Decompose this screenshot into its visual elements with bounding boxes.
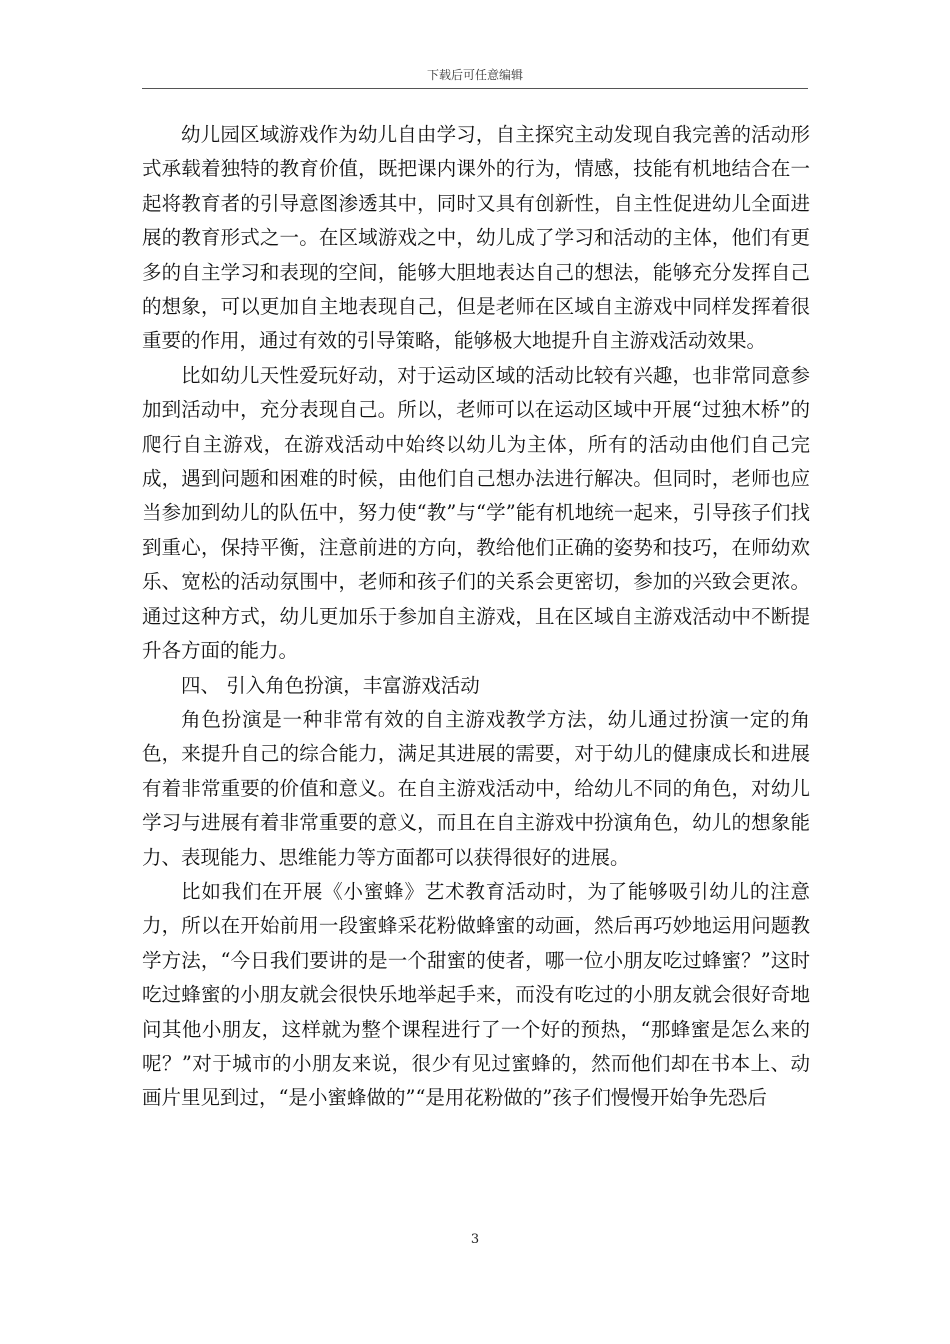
section-heading: 四、 引入角色扮演，丰富游戏活动 [181, 673, 480, 697]
paragraph-intro: 幼儿园区域游戏作为幼儿自由学习，自主探究主动发现自我完善的活动形式承载着独特的教育价值，既把课内课外的行为，情感，技能有机地结合在一起将教育者的引导意图渗透其中，同时又具有创新性，自主性促进幼儿全面进展的教育形式之一。在区域游戏之中，幼儿成了学习和活动的主体，他们有更多的自主学习和表现的空间，能够大胆地表达自己的想法，能够充分发挥自己的想象，可以更加自主地表现自己，但是老师在区域自主游戏中同样发挥着很重要的作用，通过有效的引导策略，能够极大地提升自主游戏活动效果。 [142, 123, 810, 353]
page-number: 3 [470, 1232, 480, 1247]
page-header: 下载后可任意编辑 [426, 68, 523, 82]
paragraph-role-play: 角色扮演是一种非常有效的自主游戏教学方法，幼儿通过扮演一定的角色，来提升自己的综合能力，满足其进展的需要，对于幼儿的健康成长和进展有着非常重要的价值和意义。在自主游戏活动中，给幼儿不同的角色，对幼儿学习与进展有着非常重要的意义，而且在自主游戏中扮演角色，幼儿的想象能力、表现能力、思维能力等方面都可以获得很好的进展。 [142, 707, 810, 869]
paragraph-example-bee: 比如我们在开展《小蜜蜂》艺术教育活动时，为了能够吸引幼儿的注意力，所以在开始前用一段蜜蜂采花粉做蜂蜜的动画，然后再巧妙地运用问题教学方法，“今日我们要讲的是一个甜蜜的使者，哪一位小朋友吃过蜂蜜？”这时吃过蜂蜜的小朋友就会很快乐地举起手来，而没有吃过的小朋友就会很好奇地问其他小朋友，这样就为整个课程进行了一个好的预热，“那蜂蜜是怎么来的呢？”对于城市的小朋友来说，很少有见过蜜蜂的，然而他们却在书本上、动画片里见到过，“是小蜜蜂做的”“是用花粉做的”孩子们慢慢开始争先恐后 [142, 879, 810, 1110]
document-body [142, 118, 810, 1116]
header-divider [142, 88, 808, 89]
paragraph-example-sports: 比如幼儿天性爱玩好动，对于运动区域的活动比较有兴趣，也非常同意参加到活动中，充分表现自己。所以，老师可以在运动区域中开展“过独木桥”的爬行自主游戏，在游戏活动中始终以幼儿为主体，所有的活动由他们自己完成，遇到问题和困难的时候，由他们自己想办法进行解决。但同时，老师也应当参加到幼儿的队伍中，努力使“教”与“学”能有机地统一起来，引导孩子们找到重心，保持平衡，注意前进的方向，教给他们正确的姿势和技巧，在师幼欢乐、宽松的活动氛围中，老师和孩子们的关系会更密切，参加的兴致会更浓。通过这种方式，幼儿更加乐于参加自主游戏，且在区域自主游戏活动中不断提升各方面的能力。 [142, 363, 810, 663]
